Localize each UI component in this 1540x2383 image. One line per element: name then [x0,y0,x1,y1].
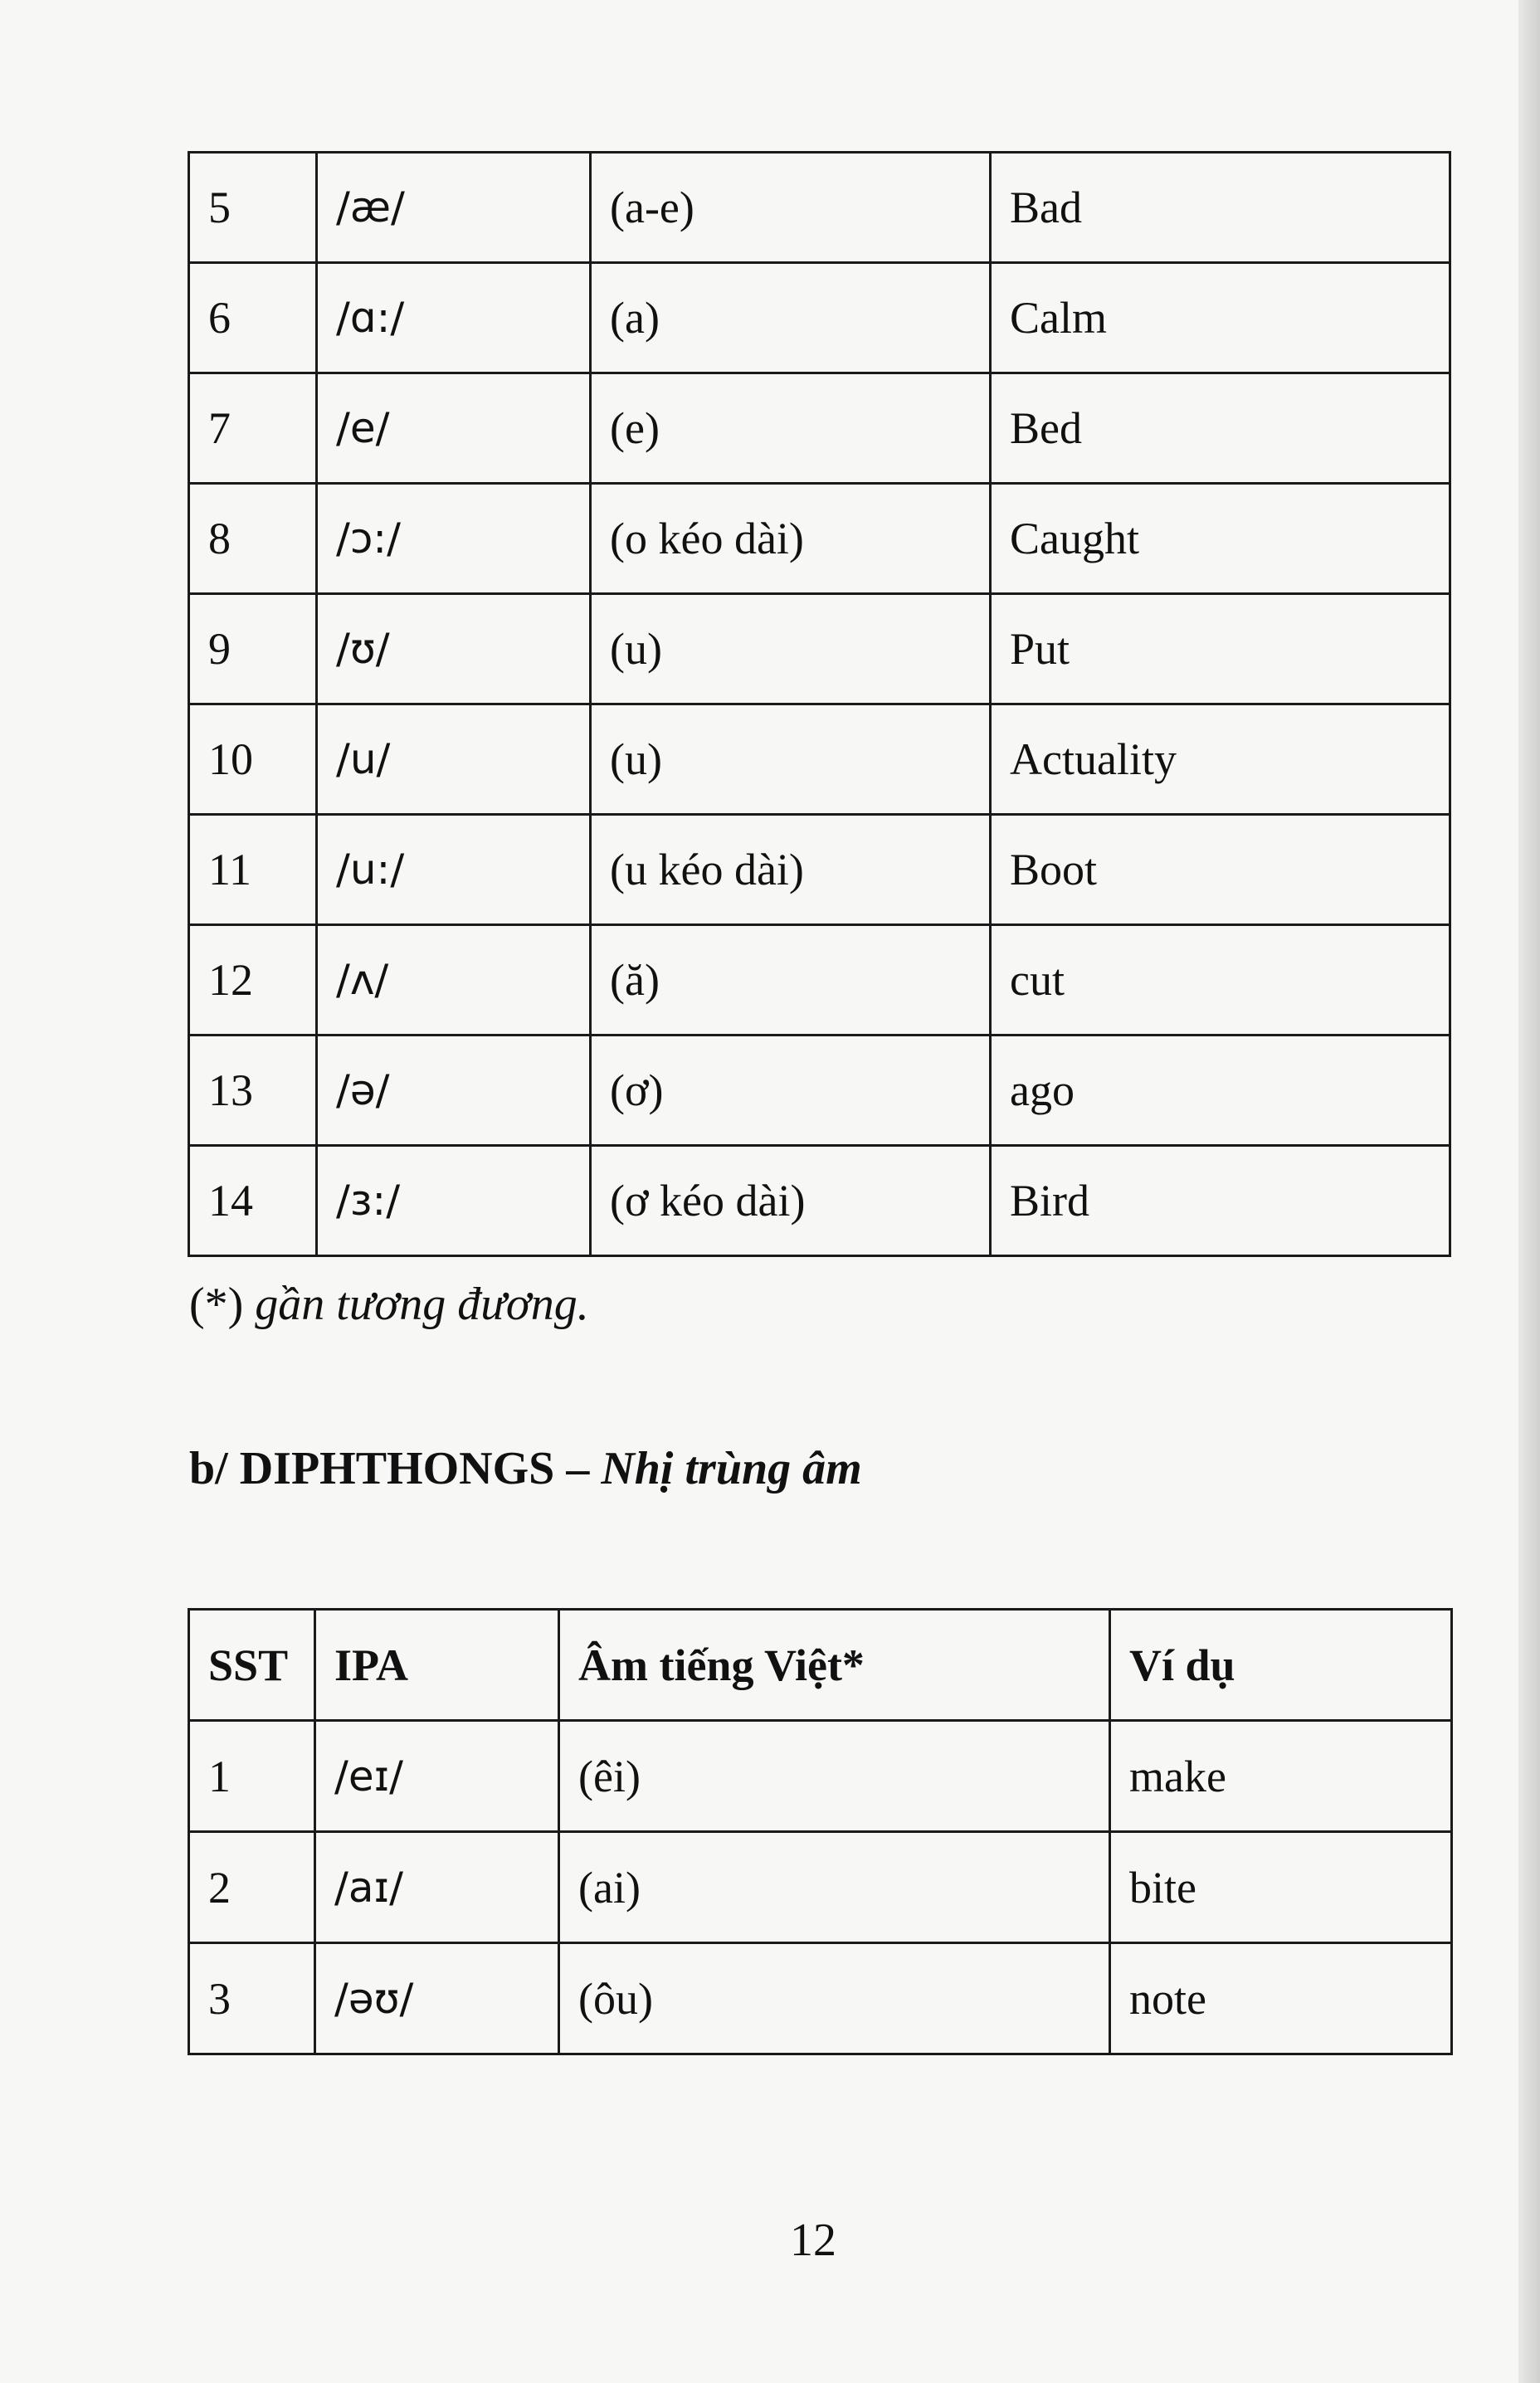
table-row [189,594,1450,704]
example-word: bite [1110,1832,1452,1943]
table-row [189,484,1450,594]
example-word: Put [991,594,1450,704]
example-word: Boot [991,815,1450,925]
example-word: Bed [991,373,1450,484]
row-number: 6 [189,263,317,373]
footnote [189,1278,589,1331]
ipa-symbol: /u:/ [317,815,591,925]
vietnamese-sound: (a-e) [591,153,991,263]
vietnamese-sound: (e) [591,373,991,484]
row-number: 5 [189,153,317,263]
footnote-text: gần tương đương. [255,1279,589,1330]
diphthong-table-body [189,1610,1452,2054]
vietnamese-sound: (ơ kéo dài) [591,1146,991,1256]
row-number: 13 [189,1036,317,1146]
row-number: 7 [189,373,317,484]
table-row [189,153,1450,263]
ipa-symbol: /æ/ [317,153,591,263]
ipa-symbol: /e/ [317,373,591,484]
vietnamese-sound: (êi) [559,1721,1110,1832]
example-word: ago [991,1036,1450,1146]
example-word: Actuality [991,704,1450,815]
ipa-symbol: /ʌ/ [317,925,591,1036]
table-row [189,373,1450,484]
row-number: 2 [189,1832,315,1943]
example-word: note [1110,1943,1452,2054]
header-example: Ví dụ [1110,1610,1452,1721]
vowel-table [188,151,1451,1257]
vietnamese-sound: (a) [591,263,991,373]
ipa-symbol: /ɑ:/ [317,263,591,373]
page-edge [1518,0,1540,2383]
table-row [189,704,1450,815]
footnote-mark: (*) [189,1279,244,1330]
row-number: 8 [189,484,317,594]
table-header-row [189,1610,1452,1721]
example-word: Caught [991,484,1450,594]
row-number: 11 [189,815,317,925]
vietnamese-sound: (ơ) [591,1036,991,1146]
header-ipa: IPA [315,1610,559,1721]
row-number: 10 [189,704,317,815]
ipa-symbol: /ɜ:/ [317,1146,591,1256]
section-heading-title: b/ DIPHTHONGS – [189,1443,590,1494]
table-row [189,815,1450,925]
vietnamese-sound: (ai) [559,1832,1110,1943]
vietnamese-sound: (ôu) [559,1943,1110,2054]
ipa-symbol: /aɪ/ [315,1832,559,1943]
vietnamese-sound: (u) [591,594,991,704]
diphthong-table [188,1608,1453,2055]
ipa-symbol: /əʊ/ [315,1943,559,2054]
row-number: 12 [189,925,317,1036]
example-word: Calm [991,263,1450,373]
ipa-symbol: /ə/ [317,1036,591,1146]
table-row [189,1721,1452,1832]
row-number: 9 [189,594,317,704]
ipa-symbol: /ʊ/ [317,594,591,704]
header-sst: SST [189,1610,315,1721]
vietnamese-sound: (u) [591,704,991,815]
table-row [189,925,1450,1036]
section-heading-subtitle: Nhị trùng âm [601,1443,862,1494]
vietnamese-sound: (ă) [591,925,991,1036]
table-row [189,263,1450,373]
table-row [189,1036,1450,1146]
table-row [189,1943,1452,2054]
vietnamese-sound: (o kéo dài) [591,484,991,594]
row-number: 3 [189,1943,315,2054]
header-viet: Âm tiếng Việt* [559,1610,1110,1721]
vietnamese-sound: (u kéo dài) [591,815,991,925]
table-row [189,1832,1452,1943]
example-word: Bird [991,1146,1450,1256]
ipa-symbol: /u/ [317,704,591,815]
row-number: 14 [189,1146,317,1256]
section-heading [189,1442,862,1495]
ipa-symbol: /eɪ/ [315,1721,559,1832]
example-word: make [1110,1721,1452,1832]
ipa-symbol: /ɔ:/ [317,484,591,594]
page-number: 12 [790,2215,836,2266]
table-row [189,1146,1450,1256]
row-number: 1 [189,1721,315,1832]
vowel-table-body [189,153,1450,1256]
example-word: cut [991,925,1450,1036]
example-word: Bad [991,153,1450,263]
